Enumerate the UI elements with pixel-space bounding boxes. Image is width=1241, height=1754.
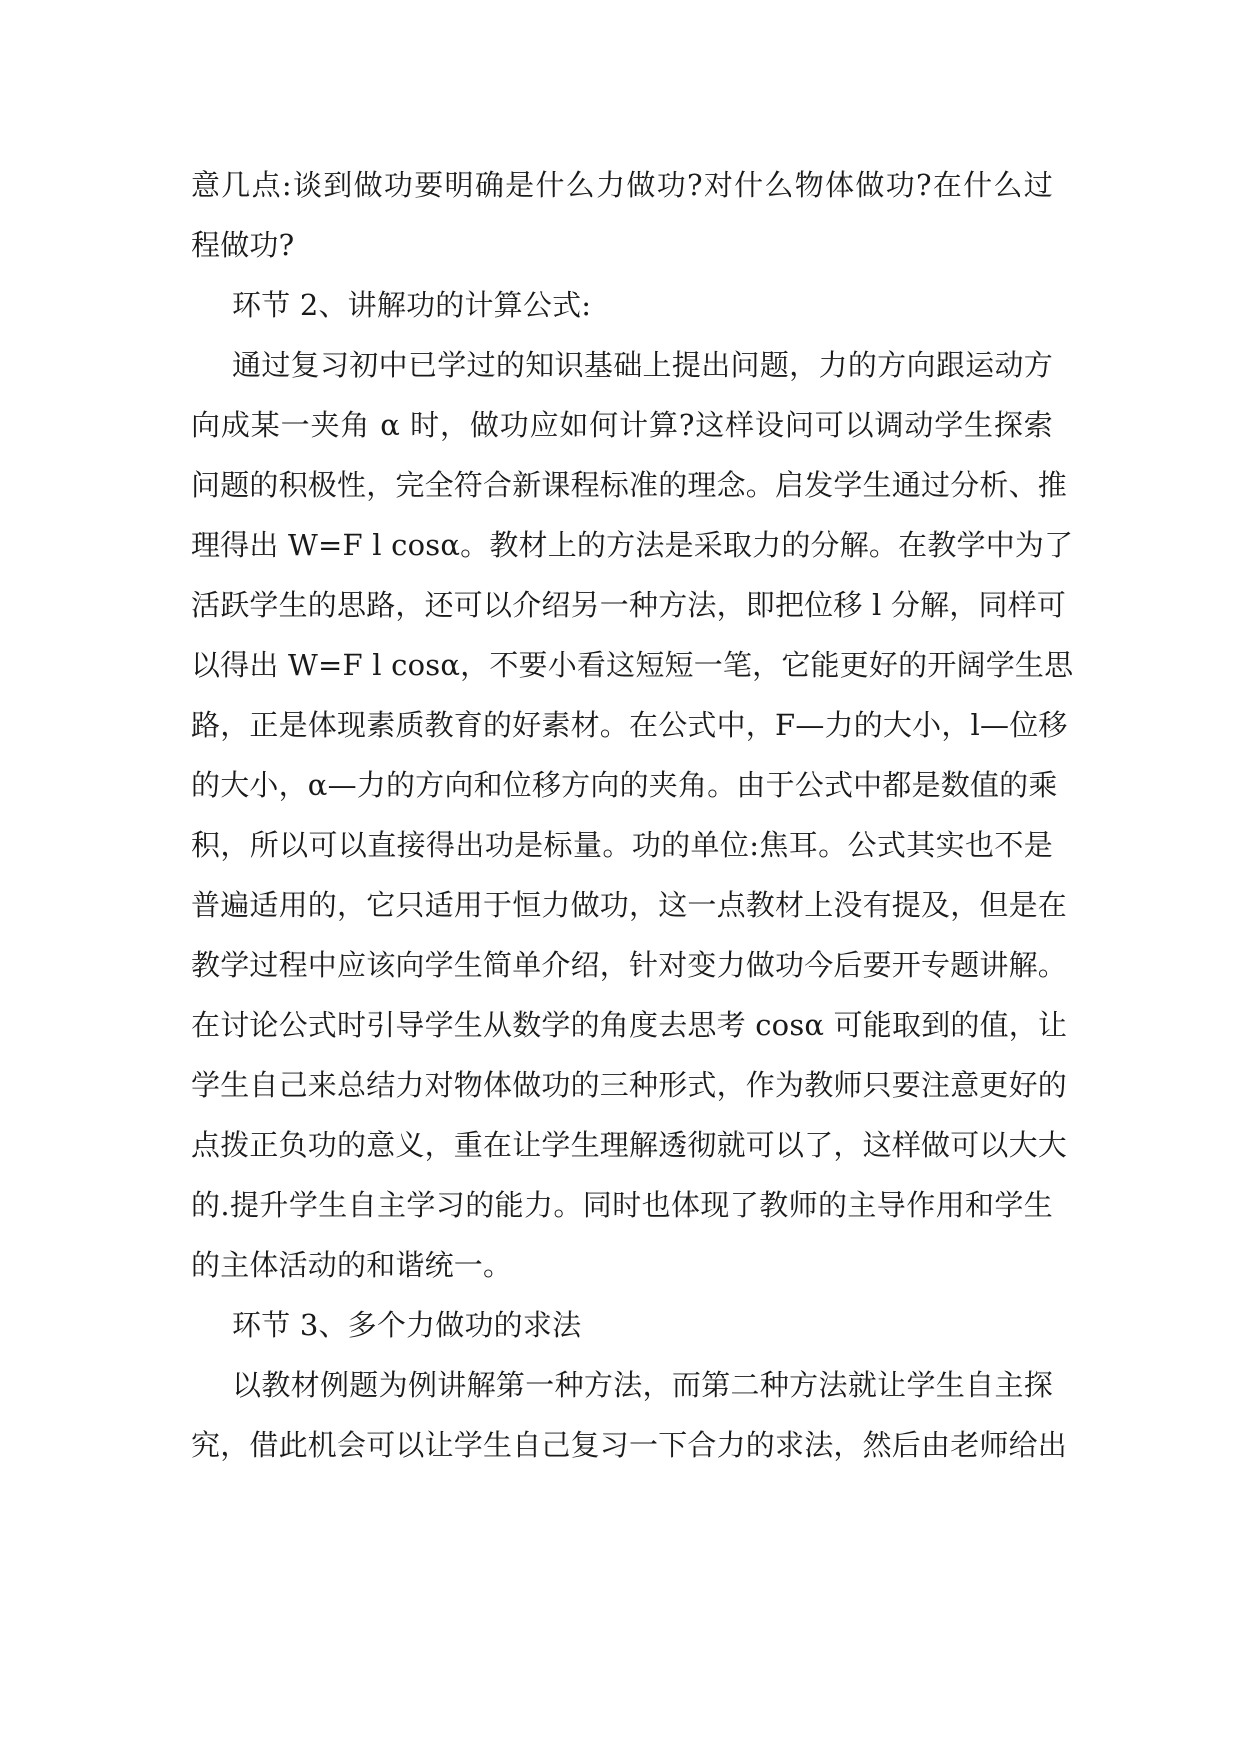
text-line: 普遍适用的，它只适用于恒力做功，这一点教材上没有提及，但是在 (191, 888, 1068, 922)
text-line: 意几点:谈到做功要明确是什么力做功?对什么物体做功?在什么过 (191, 168, 1053, 202)
text-line: 向成某一夹角 α 时，做功应如何计算?这样设问可以调动学生探索 (191, 408, 1053, 442)
text-line: 积，所以可以直接得出功是标量。功的单位:焦耳。公式其实也不是 (191, 828, 1053, 862)
text-line: 教学过程中应该向学生简单介绍，针对变力做功今后要开专题讲解。 (191, 948, 1068, 982)
text-line: 问题的积极性，完全符合新课程标准的理念。启发学生通过分析、推 (191, 468, 1068, 502)
text-line: 在讨论公式时引导学生从数学的角度去思考 cosα 可能取到的值，让 (191, 1008, 1068, 1042)
text-line: 学生自己来总结力对物体做功的三种形式，作为教师只要注意更好的 (191, 1068, 1068, 1102)
text-line: 活跃学生的思路，还可以介绍另一种方法，即把位移 l 分解，同样可 (191, 588, 1067, 622)
text-line: 通过复习初中已学过的知识基础上提出问题，力的方向跟运动方 (232, 348, 1053, 382)
section-heading: 环节 3、多个力做功的求法 (232, 1308, 582, 1342)
text-line: 点拨正负功的意义，重在让学生理解透彻就可以了，这样做可以大大 (191, 1128, 1068, 1162)
text-line: 路，正是体现素质教育的好素材。在公式中，F—力的大小，l—位移 (191, 708, 1068, 742)
text-line: 的.提升学生自主学习的能力。同时也体现了教师的主导作用和学生 (191, 1188, 1053, 1222)
text-line: 的主体活动的和谐统一。 (191, 1248, 513, 1282)
text-line: 程做功? (191, 228, 295, 262)
text-line: 以教材例题为例讲解第一种方法，而第二种方法就让学生自主探 (232, 1368, 1053, 1402)
text-line: 究，借此机会可以让学生自己复习一下合力的求法，然后由老师给出 (191, 1428, 1068, 1462)
text-line: 理得出 W=F l cosα。教材上的方法是采取力的分解。在教学中为了 (191, 528, 1074, 562)
section-heading: 环节 2、讲解功的计算公式: (232, 288, 592, 322)
text-line: 的大小，α—力的方向和位移方向的夹角。由于公式中都是数值的乘 (191, 768, 1058, 802)
text-line: 以得出 W=F l cosα，不要小看这短短一笔，它能更好的开阔学生思 (191, 648, 1074, 682)
